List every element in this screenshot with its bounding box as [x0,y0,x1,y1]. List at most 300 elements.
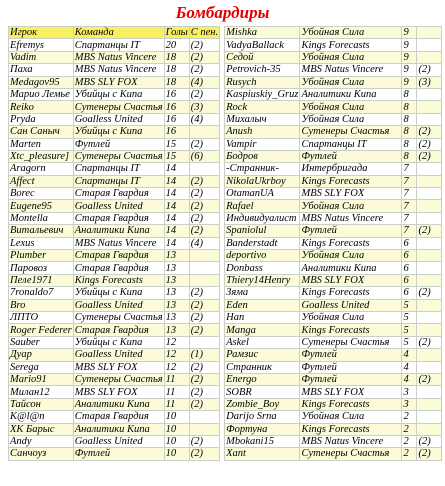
header-player: Игрок [9,27,74,39]
player-cell: Пеле1971 [9,274,74,286]
player-cell: Фортуна [225,423,300,435]
team-cell: MBS SLY FOX [73,386,164,398]
player-cell: Марио Лемье [9,88,74,100]
goals-cell: 14 [164,200,189,212]
team-cell: Спартанцы IT [300,138,402,150]
penalties-cell [189,423,219,435]
player-cell: NikolaUkrboy [225,175,300,187]
table-row [9,435,220,447]
player-cell: Borec [9,188,74,200]
team-cell: Сутенеры Счастья [74,312,163,324]
team-cell: Аналитики Кипа [73,225,164,237]
penalties-cell [189,411,219,423]
goals-cell: 6 [402,274,417,286]
table-row [9,175,220,187]
goals-cell: 3 [402,386,417,398]
penalties-cell: (2) [189,311,219,323]
penalties-cell: (2) [189,138,219,150]
player-cell: Mishka [225,27,300,39]
team-cell: Сутенеры Счастья [300,336,402,348]
goals-cell: 8 [402,113,417,125]
table-row [9,423,220,435]
goals-cell: 16 [164,88,189,100]
penalties-cell: (2) [417,336,442,348]
goals-cell: 7 [402,175,417,187]
player-cell: Зяма [225,287,300,299]
player-cell: OtamanUA [225,188,300,200]
goals-cell: 13 [164,311,189,323]
penalties-cell [189,250,219,262]
player-cell: -Странник- [225,163,300,175]
team-cell: Убийцы с Кипа [73,126,164,138]
penalties-cell: (4) [189,113,219,125]
penalties-cell [417,311,442,323]
team-cell: Убойная Сила [300,101,402,113]
team-cell: Футлей [300,373,402,385]
team-cell: Сутенеры Счастья [74,101,163,113]
team-cell: MBS Natus Vincere [73,237,164,249]
player-cell: Rusych [225,76,300,88]
table-row [9,361,220,373]
team-cell: Goalless United [300,299,402,311]
table-row [9,411,220,423]
penalties-cell: (3) [189,101,219,113]
penalties-cell [417,200,442,212]
goals-cell: 4 [402,373,417,385]
team-cell: Kings Forecasts [300,287,402,299]
table-row [225,398,442,410]
team-cell: Футлей [300,225,402,237]
penalties-cell [189,336,219,348]
table-row [9,150,220,162]
player-cell: Xtc_pleasure] [9,150,74,162]
goals-cell: 10 [164,435,189,447]
player-cell: Pryda [9,113,74,125]
goals-cell: 14 [164,237,189,249]
team-cell: Kings Forecasts [300,175,402,187]
goals-cell: 2 [402,448,417,460]
goals-cell: 15 [164,150,189,162]
table-row [9,76,220,88]
team-cell: MBS Natus Vincere [73,51,164,63]
team-cell: Старая Гвардия [73,188,164,200]
goals-cell: 18 [164,51,189,63]
table-row [225,225,442,237]
table-row [9,250,220,262]
table-row [9,188,220,200]
player-cell: Askel [225,336,300,348]
player-cell: Xant [225,448,300,460]
table-row [225,27,442,39]
player-cell: Aragorn [9,163,74,175]
team-cell: Аналитики Кипа [300,88,402,100]
table-row [9,386,220,398]
table-row [225,39,442,51]
penalties-cell [417,212,442,224]
team-cell: Футлей [73,448,164,460]
penalties-cell: (2) [189,188,219,200]
team-cell: Аналитики Кипа [73,398,164,410]
goals-cell: 10 [164,411,189,423]
goals-cell: 8 [402,126,417,138]
table-row [225,51,442,63]
penalties-cell: (2) [189,39,219,51]
player-cell: K@l@n [9,411,74,423]
team-cell: MBS SLY FOX [300,386,402,398]
goals-cell: 2 [402,423,417,435]
team-cell: Спартанцы IT [73,163,164,175]
table-row [9,349,220,361]
scorers-table-right [224,26,442,461]
player-cell: Donbass [225,262,300,274]
penalties-cell: (2) [189,324,219,336]
goals-cell: 2 [402,435,417,447]
team-cell: Kings Forecasts [300,39,402,51]
goals-cell: 13 [164,250,189,262]
table-row [225,386,442,398]
table-row [225,88,442,100]
penalties-cell [417,349,442,361]
table-row [9,398,220,410]
goals-cell: 14 [164,225,189,237]
player-cell: Vadim [9,51,74,63]
goals-cell: 8 [402,101,417,113]
player-cell: Serega [9,361,74,373]
table-row [225,324,442,336]
goals-cell: 18 [164,64,189,76]
table-row [9,299,220,311]
player-cell: Darijo Srna [225,411,300,423]
player-cell: Efremys [9,39,74,51]
penalties-cell: (2) [417,373,442,385]
goals-cell: 6 [402,262,417,274]
penalties-cell: (2) [417,448,442,460]
penalties-cell: (2) [189,200,219,212]
player-cell: Rock [225,101,300,113]
table-row [9,51,220,63]
goals-cell: 16 [164,126,189,138]
team-cell: Kings Forecasts [300,423,402,435]
goals-cell: 5 [402,299,417,311]
player-cell: Affect [9,175,74,187]
penalties-cell: (2) [189,225,219,237]
table-row [225,262,442,274]
penalties-cell [189,126,219,138]
player-cell: Рамзис [225,349,300,361]
penalties-cell: (2) [189,386,219,398]
table-row [9,138,220,150]
goals-cell: 16 [164,101,189,113]
table-row [225,64,442,76]
penalties-cell [189,163,219,175]
team-cell: MBS SLY FOX [73,76,164,88]
player-cell: Паха [9,64,74,76]
scorers-table-left [8,26,220,461]
penalties-cell [417,101,442,113]
player-cell: Zombie_Boy [225,398,300,410]
player-cell: Montella [9,212,74,224]
penalties-cell: (2) [189,398,219,410]
table-row [9,88,220,100]
penalties-cell: (2) [417,435,442,447]
team-cell: Goalless United [73,349,164,361]
penalties-cell [417,398,442,410]
player-cell: Energo [225,373,300,385]
team-cell: Убойная Сила [300,200,402,212]
team-cell: Убойная Сила [300,51,402,63]
goals-cell: 5 [402,311,417,323]
player-cell: Михалыч [225,113,300,125]
penalties-cell [417,411,442,423]
penalties-cell [417,27,442,39]
penalties-cell: (2) [189,175,219,187]
team-cell: Goalless United [73,299,164,311]
goals-cell: 8 [402,88,417,100]
player-cell: Thiery14Henry [225,274,300,286]
player-cell: Милан12 [9,386,74,398]
penalties-cell [417,274,442,286]
goals-cell: 16 [164,113,189,125]
team-cell: Аналитики Кипа [300,262,402,274]
team-cell: Goalless United [73,200,164,212]
team-cell: Kings Forecasts [73,274,164,286]
player-cell: Eden [225,299,300,311]
penalties-cell [417,113,442,125]
player-cell: VadyaBallack [225,39,300,51]
team-cell: Убойная Сила [300,113,402,125]
table-row [9,113,220,125]
table-row [225,287,442,299]
player-cell: Petrovich-35 [225,64,300,76]
goals-cell: 2 [402,411,417,423]
team-cell: Старая Гвардия [73,250,164,262]
player-cell: Manga [225,324,300,336]
player-cell: ХК Барыс [9,423,74,435]
penalties-cell: (2) [417,64,442,76]
table-row [9,311,220,323]
penalties-cell: (4) [189,76,219,88]
penalties-cell [417,324,442,336]
goals-cell: 7 [402,188,417,200]
team-cell: MBS Natus Vincere [300,435,402,447]
player-cell: Тайсон [9,398,74,410]
table-row [225,113,442,125]
team-cell: Убийцы с Кипа [73,88,164,100]
penalties-cell [417,262,442,274]
goals-cell: 15 [164,138,189,150]
penalties-cell [417,386,442,398]
player-cell: Сан Саныч [9,126,74,138]
player-cell: Паровоз [9,262,74,274]
player-cell: Индивидуалист [225,212,300,224]
goals-cell: 8 [402,150,417,162]
table-row [9,448,220,460]
goals-cell: 11 [164,398,189,410]
table-row [225,150,442,162]
table-row [225,138,442,150]
team-cell: Сутенеры Счастья [74,374,163,386]
penalties-cell [417,188,442,200]
team-cell: Старая Гвардия [73,411,164,423]
team-cell: Сутенеры Счастья [74,151,163,163]
penalties-cell: (2) [189,287,219,299]
penalties-cell: (2) [189,373,219,385]
table-row [225,336,442,348]
table-row [9,126,220,138]
table-row [225,274,442,286]
table-row [9,163,220,175]
team-cell: Goalless United [73,113,164,125]
team-cell: MBS Natus Vincere [73,64,164,76]
team-cell: Футлей [300,150,402,162]
penalties-cell: (2) [189,299,219,311]
player-cell: Седой [225,51,300,63]
player-cell: 7ronaldo7 [9,287,74,299]
table-row [9,64,220,76]
goals-cell: 7 [402,225,417,237]
goals-cell: 14 [164,212,189,224]
penalties-cell [417,250,442,262]
team-cell: Goalless United [73,435,164,447]
header-goals: Голы [165,27,188,39]
player-cell: Reiko [9,101,74,113]
penalties-cell: (4) [189,237,219,249]
goals-cell: 6 [402,237,417,249]
table-row [9,212,220,224]
penalties-cell [417,88,442,100]
goals-cell: 13 [164,262,189,274]
player-cell: Marten [9,138,74,150]
table-row [225,250,442,262]
goals-cell: 14 [164,175,189,187]
team-cell: Спартанцы IT [73,175,164,187]
table-row [225,423,442,435]
table-row [225,200,442,212]
goals-cell: 9 [402,76,417,88]
penalties-cell: (1) [189,349,219,361]
goals-cell: 12 [164,361,189,373]
team-cell: Убойная Сила [300,27,402,39]
team-cell: MBS SLY FOX [300,274,402,286]
player-cell: Rafael [225,200,300,212]
goals-cell: 3 [402,398,417,410]
goals-cell: 5 [402,324,417,336]
player-cell: Странник [225,361,300,373]
team-cell: Футлей [300,361,402,373]
goals-cell: 13 [164,299,189,311]
goals-cell: 6 [402,287,417,299]
penalties-cell [417,163,442,175]
team-cell: MBS SLY FOX [73,361,164,373]
team-cell: Kings Forecasts [300,324,402,336]
penalties-cell [417,299,442,311]
goals-cell: 18 [164,76,189,88]
penalties-cell [417,39,442,51]
penalties-cell [417,423,442,435]
table-row [225,311,442,323]
player-cell: Banderstadt [225,237,300,249]
player-cell: deportivo [225,250,300,262]
table-row [225,361,442,373]
penalties-cell: (2) [189,51,219,63]
team-cell: Сутенеры Счастья [300,126,402,138]
player-cell: Lexus [9,237,74,249]
table-row [9,101,220,113]
goals-cell: 10 [164,423,189,435]
table-row [225,349,442,361]
goals-cell: 9 [402,39,417,51]
player-cell: Anush [225,126,300,138]
table-row [9,373,220,385]
table-row [225,188,442,200]
table-row [9,237,220,249]
goals-cell: 14 [164,163,189,175]
team-cell: Убойная Сила [300,411,402,423]
table-row [9,274,220,286]
table-row [9,324,220,336]
penalties-cell: (2) [189,88,219,100]
penalties-cell: (2) [417,150,442,162]
goals-cell: 10 [164,448,189,460]
table-row [225,101,442,113]
team-cell: Интербригада [300,163,402,175]
penalties-cell: (2) [189,448,219,460]
table-header-row [9,27,220,39]
penalties-cell: (3) [417,76,442,88]
goals-cell: 13 [164,324,189,336]
player-cell: Mario91 [9,373,74,385]
player-cell: Eugene95 [9,200,74,212]
header-penalties: С пен. [190,27,219,39]
player-cell: Plumber [9,250,74,262]
team-cell: Старая Гвардия [73,212,164,224]
goals-cell: 11 [164,386,189,398]
player-cell: SOBR [225,386,300,398]
player-cell: Spaniolul [225,225,300,237]
table-row [225,163,442,175]
team-cell: MBS Natus Vincere [300,64,402,76]
goals-cell: 7 [402,200,417,212]
table-row [225,373,442,385]
penalties-cell [189,262,219,274]
player-cell: Vampir [225,138,300,150]
team-cell: Старая Гвардия [73,324,164,336]
team-cell: Футлей [300,349,402,361]
table-row [9,39,220,51]
table-row [225,435,442,447]
goals-cell: 5 [402,336,417,348]
table-row [225,237,442,249]
team-cell: Старая Гвардия [73,262,164,274]
penalties-cell: (2) [417,287,442,299]
team-cell: Аналитики Кипа [73,423,164,435]
penalties-cell: (2) [189,212,219,224]
team-cell: Спартанцы IT [73,39,164,51]
goals-cell: 13 [164,287,189,299]
team-cell: MBS Natus Vincere [300,212,402,224]
table-row [225,212,442,224]
penalties-cell [417,237,442,249]
goals-cell: 7 [402,212,417,224]
player-cell: Sauber [9,336,74,348]
goals-cell: 9 [402,64,417,76]
player-cell: ЛПТО [9,311,74,323]
player-cell: Mbokani15 [225,435,300,447]
penalties-cell [417,175,442,187]
team-cell: Убойная Сила [300,311,402,323]
table-row [225,175,442,187]
goals-cell: 12 [164,336,189,348]
